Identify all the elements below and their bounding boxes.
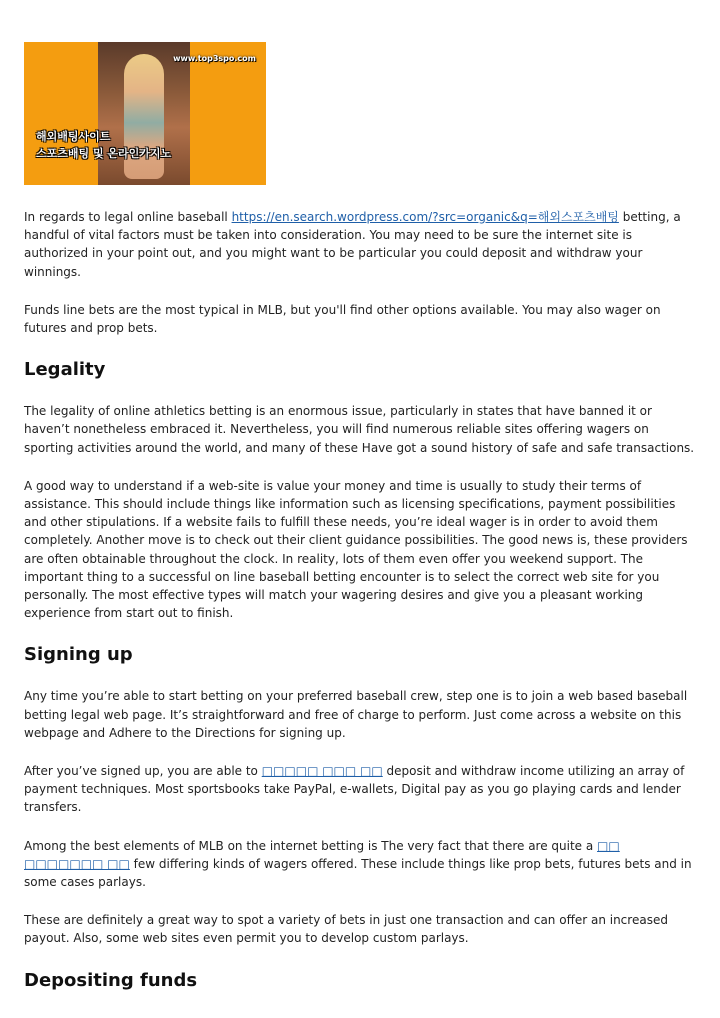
paragraph-funds-line: Funds line bets are the most typical in MLB, but you'll find other options available. You may also wager on futures and prop bets. [24,302,661,336]
paragraph-text: few differing kinds of wagers offered. These include things like prop bets, futures bets and in some cases parlays. [24,856,692,890]
paragraph-signing-up: Any time you’re able to start betting on your preferred baseball crew, step one is to join a web based baseball betting legal web page. It’s straightforward and free of charge to perform. Just come across a website on this webpage and Adhere to the Directions for signing up. [24,689,688,740]
paragraph-text: After you’ve signed up, you are able to [24,764,262,779]
heading-depositing-funds: Depositing funds [24,969,198,991]
paragraph-intro [24,208,696,281]
wordpress-search-link[interactable]: https://en.search.wordpress.com/?src=organic&q=해외스포츠배팅 [231,210,619,224]
paragraph-text: In regards to legal online baseball [24,210,232,224]
heading-legality: Legality [24,359,106,381]
paragraph-text: betting, a handful of vital factors must be taken into consideration. You may need to be sure the internet site is authorized in your point out, and you might want to be particular you could deposit and withdraw your winnings. [24,210,681,279]
hero-url-text: www.top3spo.com [173,54,256,63]
hero-banner-image [24,42,266,185]
paragraph-terms: A good way to understand if a web-site is value your money and time is usually to study their terms of assistance. This should include things like information such as licensing specifications, payment possibilities and other stipulations. If a website fails to fulfill these needs, you’re ideal wager is in order to avoid them completely. Another move is to check out their client guidance possibilities. The good news is, these providers are often obtainable throughout the clock. In reality, lots of them even offer you weekend support. The important thing to a successful on line baseball betting encounter is to select the correct web site for you personally. The most effective types will match your wagering desires and give you a pleasant working experience from start out to finish. [24,478,688,621]
paragraph-deposit [24,762,696,817]
paragraph-wagers [24,837,696,892]
paragraph-parlays: These are definitely a great way to spot a variety of bets in just one transaction and can offer an increased payout. Also, some web sites even permit you to develop custom parlays. [24,913,668,946]
deposit-link[interactable]: □□□□□ □□□ □□ [261,764,383,779]
paragraph-text: Among the best elements of MLB on the internet betting is The very fact that there are quite a [24,838,598,853]
paragraph-legality: The legality of online athletics betting is an enormous issue, particularly in states that have banned it or haven’t nonetheless embraced it. Nevertheless, you will find numerous reliable sites offering wagers on sporting activities around the world, and many of these Have got a sound history of safe and safe transactions. [24,404,695,455]
hero-korean-line1: 해외배팅사이트 [36,130,111,143]
paragraph-text: deposit and withdraw income utilizing an array of payment techniques. Most sportsbooks take PayPal, e-wallets, Digital pay as you go playing cards and lender transfers. [24,764,685,815]
hero-korean-line2: 스포츠배팅 및 온라인카지노 [36,147,172,160]
wagers-link[interactable]: □□ □□□□□□□ □□ [24,838,620,871]
heading-signing-up: Signing up [24,644,133,666]
